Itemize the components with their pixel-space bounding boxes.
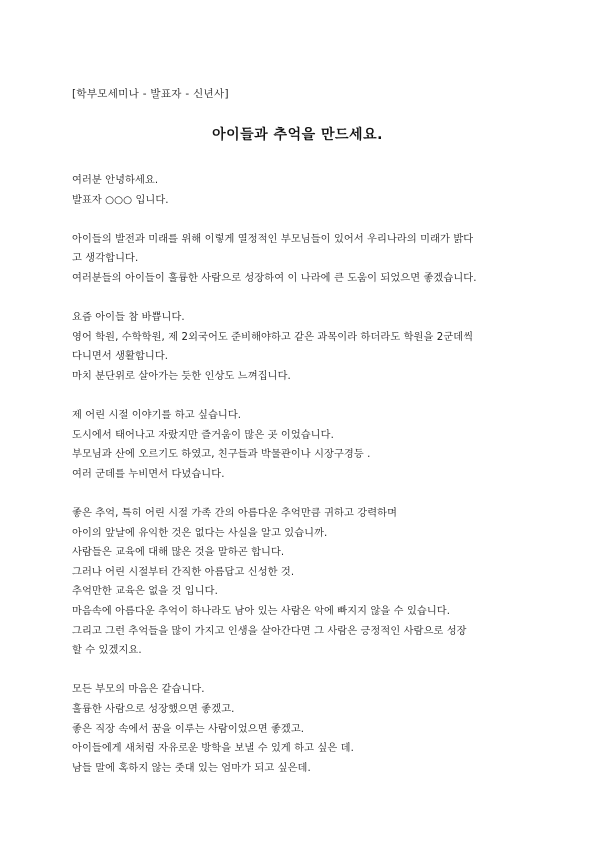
text-line: 아이의 앞날에 유익한 것은 없다는 사실을 알고 있습니까. bbox=[72, 527, 328, 539]
text-line: 아이들의 발전과 미래를 위해 이렇게 열정적인 부모님들이 있어서 우리나라의 미래가 밝다 bbox=[72, 233, 474, 245]
text-line: 마음속에 아름다운 추억이 하나라도 남아 있는 사람은 악에 빠지지 않을 수 있습니다. bbox=[72, 606, 451, 618]
document-header: [학부모세미나 - 발표자 - 신년사] bbox=[72, 88, 229, 100]
text-line: 할 수 있겠지요. bbox=[72, 645, 142, 657]
text-line: 여러분들의 아이들이 훌륭한 사람으로 성장하여 이 나라에 큰 도움이 되었으면 좋겠습니다. bbox=[72, 272, 477, 284]
text-line: 추억만한 교육은 없을 것 입니다. bbox=[72, 586, 218, 598]
text-line: 좋은 직장 속에서 꿈을 이루는 사람이었으면 좋겠고. bbox=[72, 723, 305, 735]
text-line: 제 어린 시절 이야기를 하고 싶습니다. bbox=[72, 410, 242, 422]
text-line: 아이들에게 새처럼 자유로운 방학을 보낼 수 있게 하고 싶은 데. bbox=[72, 743, 354, 755]
text-line: 여러분 안녕하세요. bbox=[72, 175, 159, 186]
text-line: 여러 군데를 누비면서 다녔습니다. bbox=[72, 468, 225, 480]
text-line: 요즘 아이들 참 바쁩니다. bbox=[72, 312, 185, 324]
paragraph-greeting bbox=[72, 171, 542, 210]
text-line: 훌륭한 사람으로 성장했으면 좋겠고. bbox=[72, 704, 235, 716]
text-line: 발표자 ○○○ 입니다. bbox=[72, 194, 169, 206]
text-line: 남들 말에 혹하지 않는 줏대 있는 엄마가 되고 싶은데. bbox=[72, 762, 311, 774]
text-line: 사람들은 교육에 대해 많은 것을 말하곤 합니다. bbox=[72, 547, 285, 559]
document-title: 아이들과 추억을 만드세요. bbox=[212, 127, 383, 143]
document-body bbox=[72, 171, 542, 798]
paragraph-memories bbox=[72, 504, 542, 661]
text-line: 고 생각합니다. bbox=[72, 253, 139, 265]
text-line: 좋은 추억, 특히 어린 시절 가족 간의 아름다운 추억만큼 귀하고 강력하며 bbox=[72, 508, 398, 520]
paragraph-childhood bbox=[72, 406, 542, 484]
text-line: 다니면서 생활합니다. bbox=[72, 351, 169, 363]
paragraph-future bbox=[72, 230, 542, 289]
text-line: 도시에서 태어나고 자랐지만 즐거움이 많은 곳 이었습니다. bbox=[72, 429, 334, 441]
paragraph-parents-heart bbox=[72, 680, 542, 778]
text-line: 영어 학원, 수학학원, 제 2외국어도 준비해야하고 같은 과목이라 하더라도 학원을 2군데씩 bbox=[72, 331, 474, 343]
text-line: 마치 분단위로 살아가는 듯한 인상도 느껴집니다. bbox=[72, 370, 291, 382]
text-line: 부모님과 산에 오르기도 하였고, 친구들과 박물관이나 시장구경등 . bbox=[72, 449, 371, 461]
text-line: 그리고 그런 추억들을 많이 가지고 인생을 살아간다면 그 사람은 긍정적인 사람으로 성장 bbox=[72, 625, 467, 637]
paragraph-busy-children bbox=[72, 308, 542, 386]
text-line: 모든 부모의 마음은 같습니다. bbox=[72, 684, 205, 696]
text-line: 그러나 어린 시절부터 간직한 아름답고 신성한 것. bbox=[72, 566, 295, 578]
